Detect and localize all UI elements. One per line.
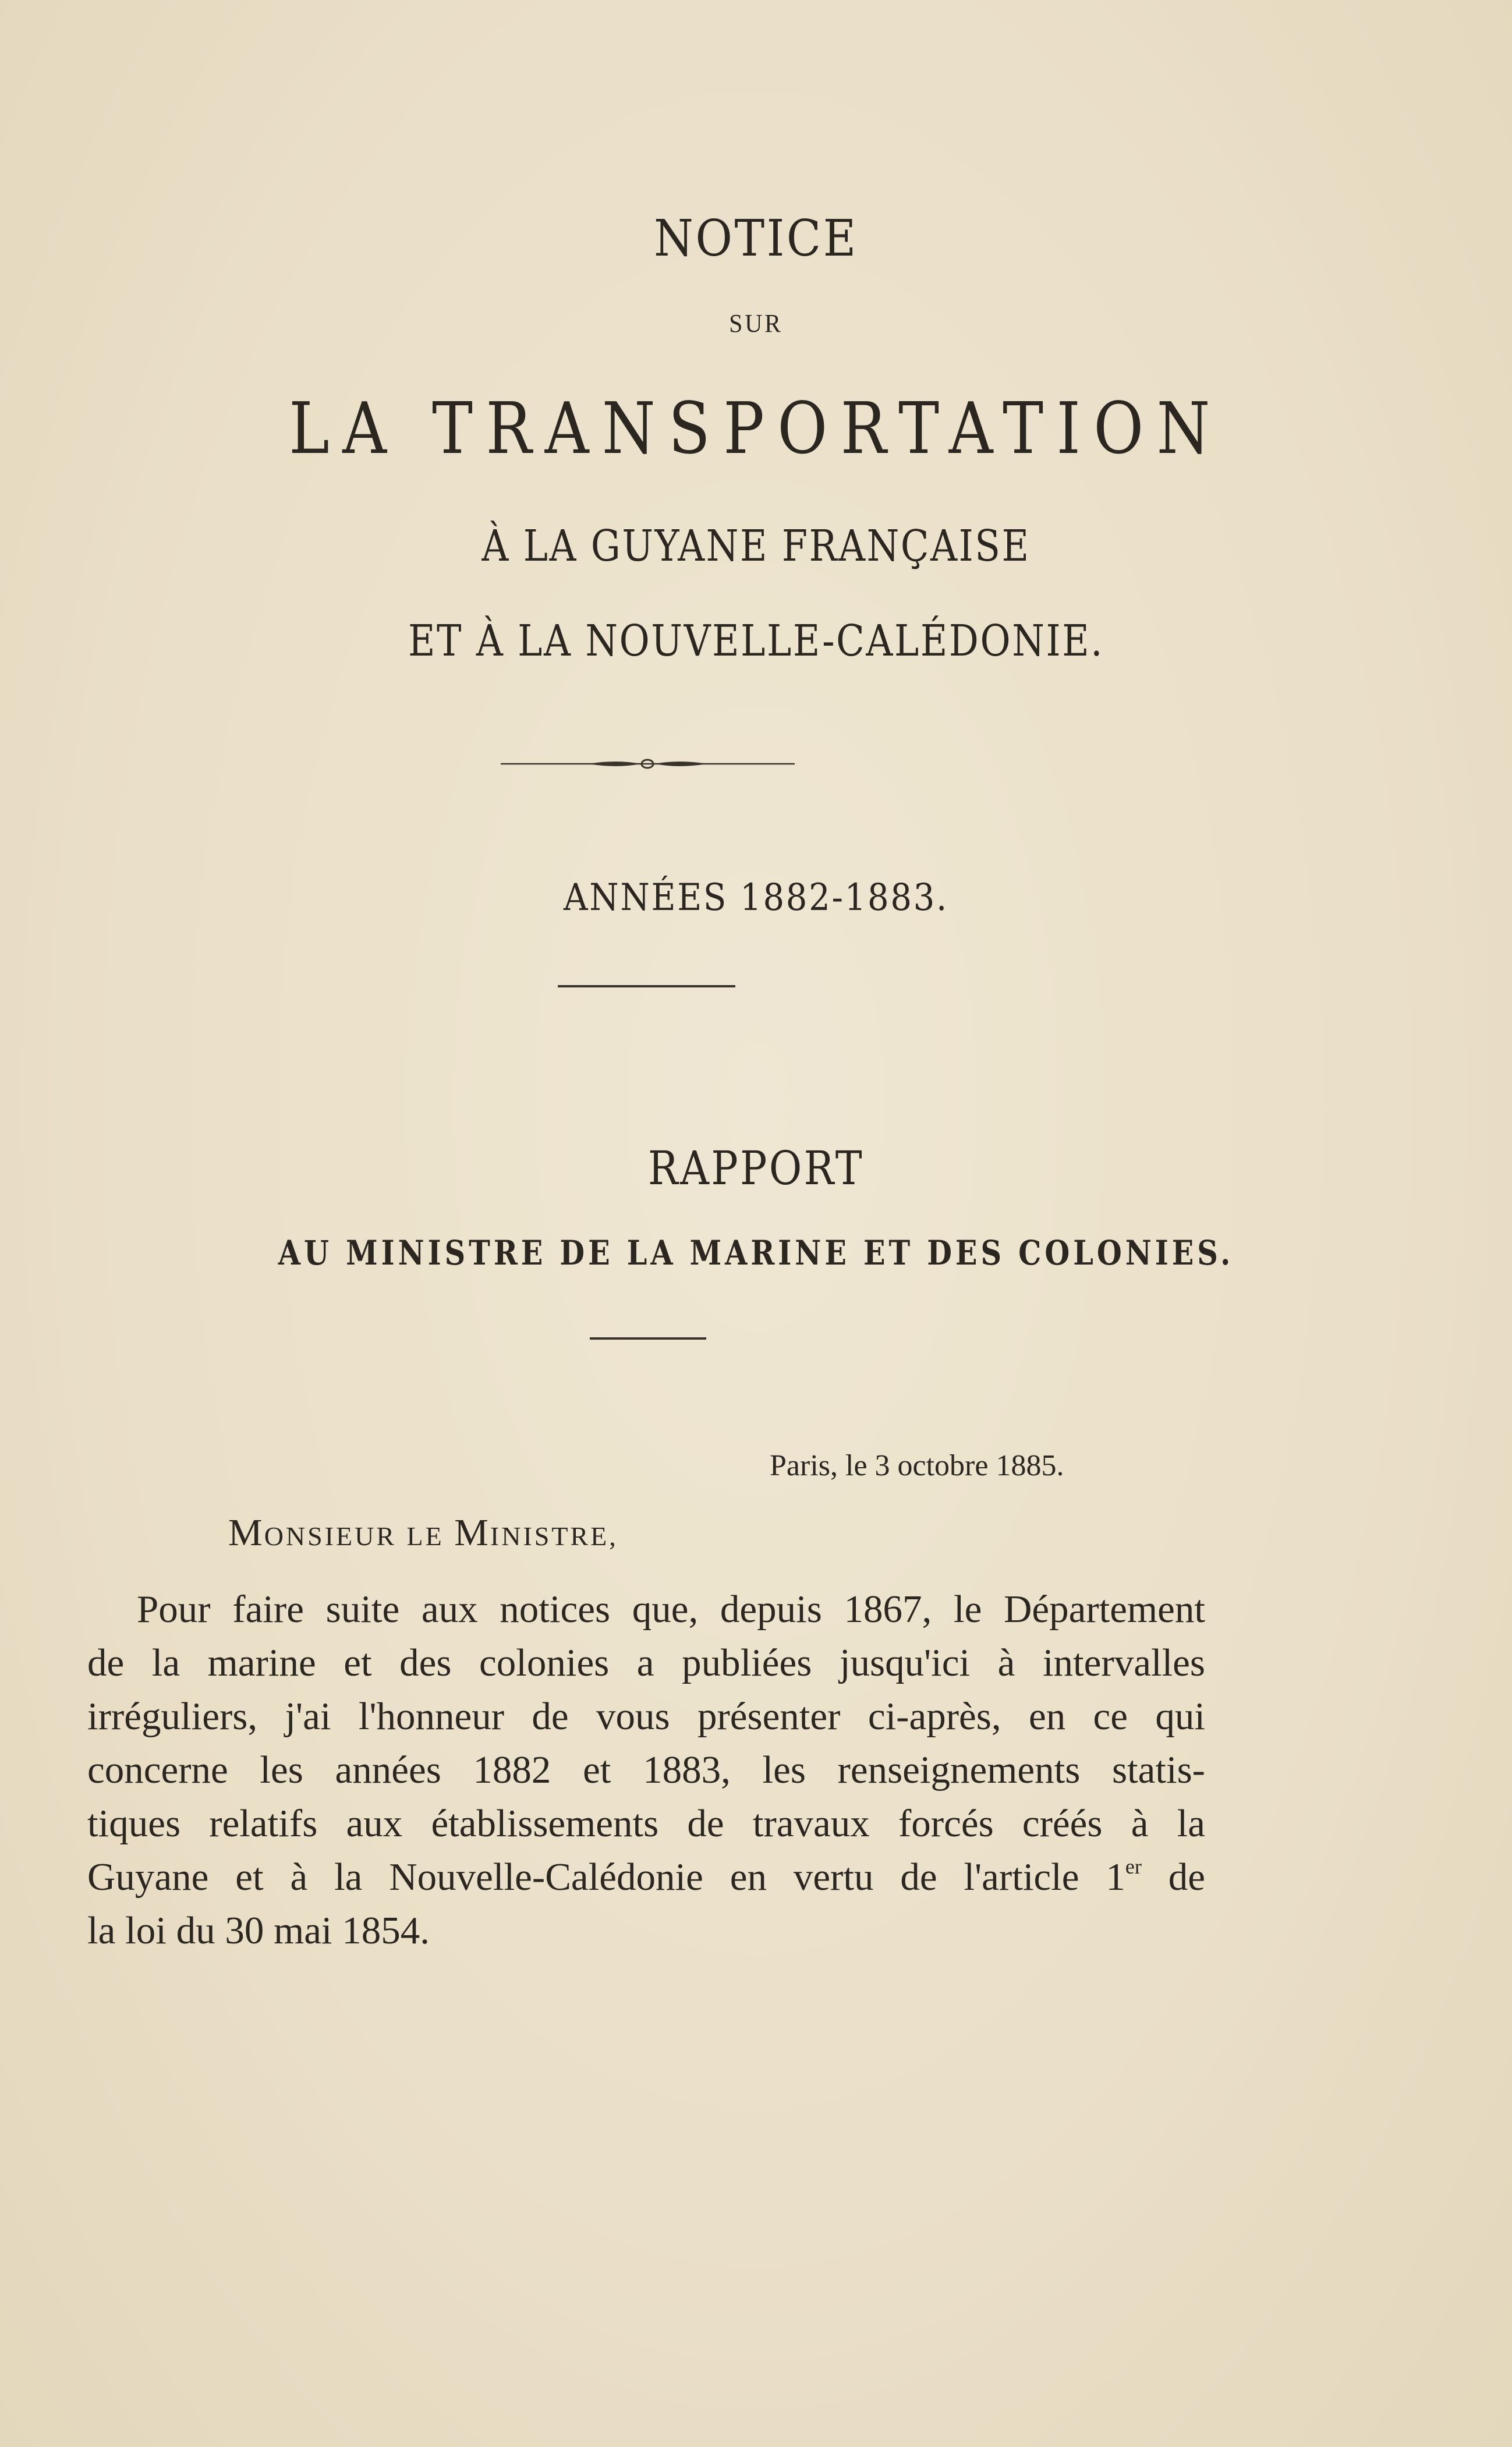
ornament-divider bbox=[501, 757, 795, 771]
body-line: de la marine et des colonies a publiées jusqu'ici à intervalles bbox=[87, 1641, 1205, 1684]
body-text-segment: de bbox=[1168, 1855, 1205, 1899]
salutation-initial: M bbox=[454, 1511, 490, 1554]
report-heading: RAPPORT bbox=[647, 1141, 865, 1195]
salutation-article: LE bbox=[406, 1521, 444, 1551]
notice-heading: NOTICE bbox=[654, 210, 858, 268]
letter-salutation bbox=[228, 1511, 618, 1555]
body-line: concerne les années 1882 et 1883, les renseignements statis- bbox=[87, 1748, 1205, 1791]
body-line: tiques relatifs aux établissements de travaux forcés créés à la bbox=[87, 1802, 1205, 1845]
body-line: irréguliers, j'ai l'honneur de vous présenter ci-après, en ce qui bbox=[87, 1695, 1205, 1738]
report-addressee: AU MINISTRE DE LA MARINE ET DES COLONIES. bbox=[278, 1233, 1234, 1273]
main-title: LA TRANSPORTATION bbox=[289, 387, 1223, 470]
rule-divider bbox=[590, 1337, 706, 1340]
body-text-segment: Guyane et à la Nouvelle-Calédonie en vertu de l'article 1 bbox=[87, 1855, 1125, 1899]
body-line bbox=[87, 1850, 1205, 1904]
subtitle-caledonie: ET À LA NOUVELLE-CALÉDONIE. bbox=[408, 616, 1104, 666]
salutation-word: ONSIEUR bbox=[264, 1521, 397, 1551]
salutation-initial: M bbox=[228, 1511, 264, 1554]
body-line: la loi du 30 mai 1854. bbox=[87, 1909, 430, 1952]
letter-dateline: Paris, le 3 octobre 1885. bbox=[770, 1449, 1064, 1482]
rule-divider bbox=[558, 985, 735, 987]
years-heading: ANNÉES 1882-1883. bbox=[563, 876, 949, 919]
subtitle-guyane: À LA GUYANE FRANÇAISE bbox=[481, 521, 1031, 571]
ordinal-superscript: er bbox=[1125, 1855, 1142, 1878]
salutation-word: INISTRE, bbox=[490, 1521, 618, 1551]
body-line: Pour faire suite aux notices que, depuis 1867, le Département bbox=[137, 1588, 1205, 1631]
sur-heading: SUR bbox=[729, 309, 783, 338]
letter-body bbox=[87, 1582, 1205, 1957]
